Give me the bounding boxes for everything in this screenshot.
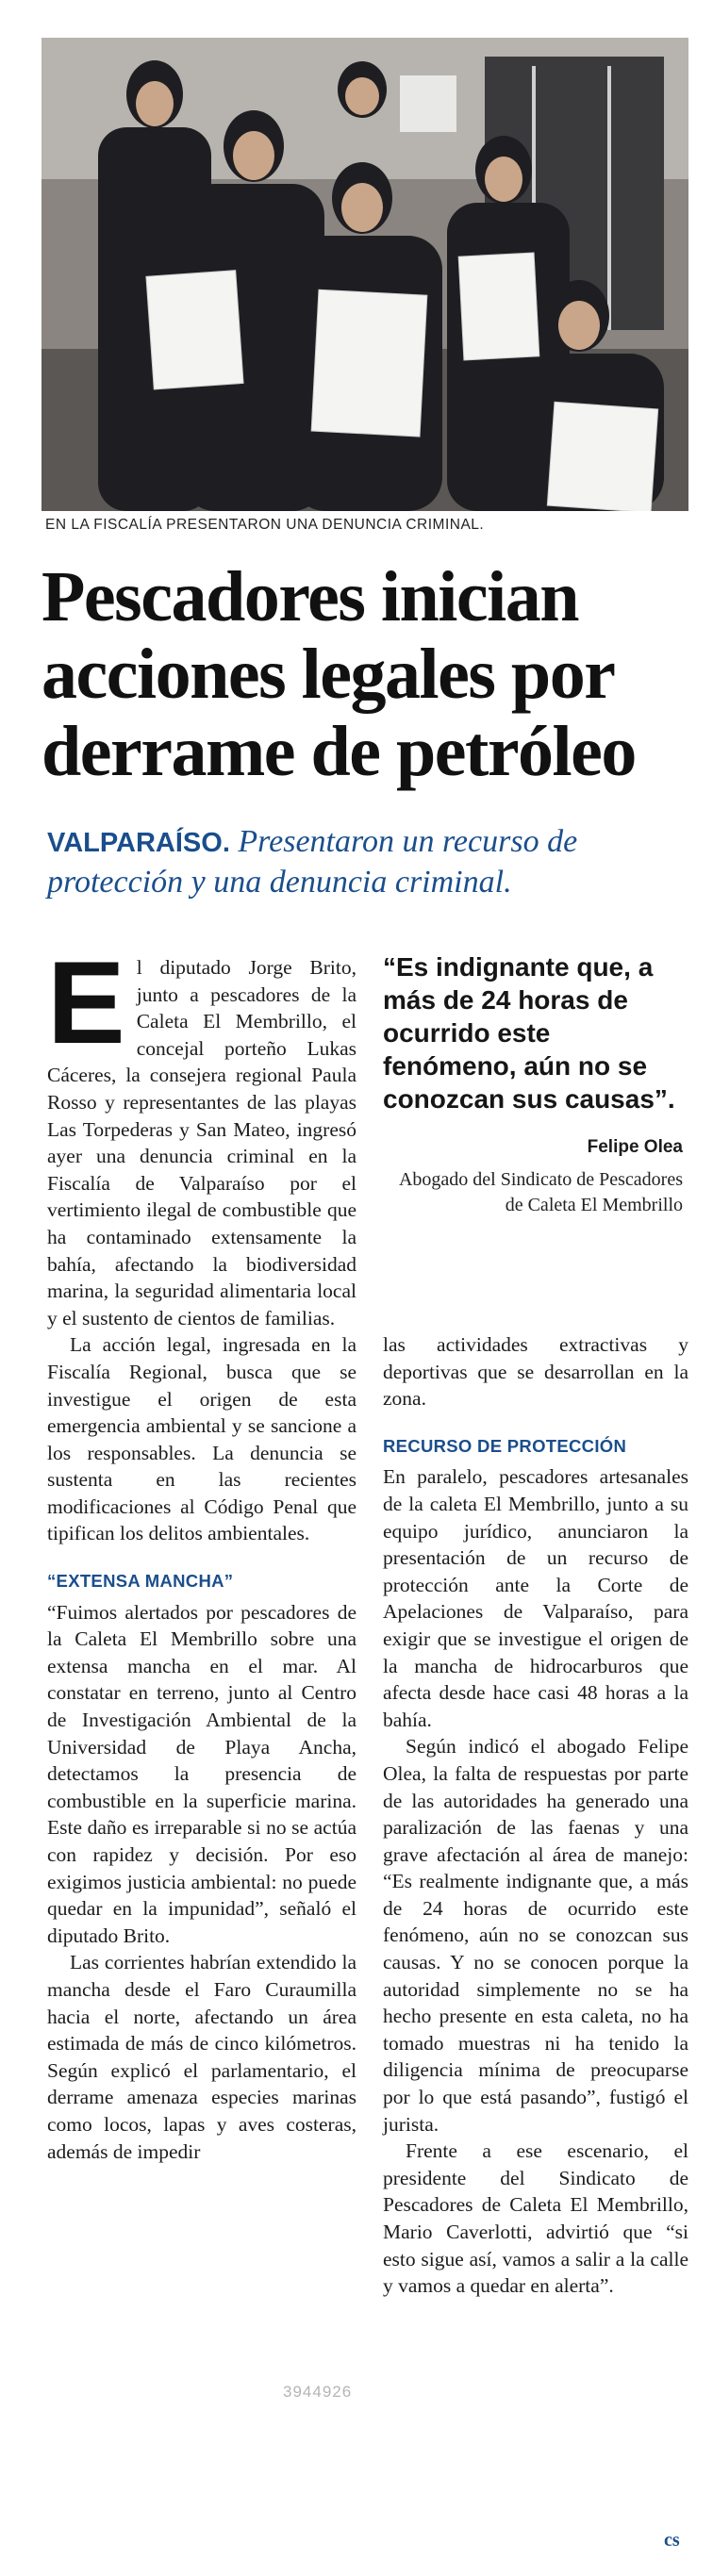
body-paragraph: “Fuimos alertados por pescadores de la Caleta El Membrillo sobre una extensa mancha en el mar. Al constatar en terreno, junto al Centro de Investigación Ambiental de la Universidad de Playa Ancha, detectamos la presencia de combustible en la superficie marina. Este daño es irreparable si no se actúa con rapidez y decisión. Por eso exigimos justicia ambiental: no puede quedar en la impunidad”, señaló el diputado Brito. — [47, 1600, 356, 1947]
body-paragraph: En paralelo, pescadores artesanales de la caleta El Membrillo, junto a su equipo jurídico, anunciaron la presentación de un recurso de protección ante la Corte de Apelaciones de Valparaíso, para exigir que se investigue el origen de la mancha de hidrocarburos que afecta desde hace casi 48 horas a la bahía. — [383, 1465, 688, 1731]
drop-cap: E — [47, 938, 125, 1068]
quote-attribution-role: Abogado del Sindicato de Pescadores de Caleta El Membrillo — [398, 1169, 683, 1215]
body-paragraph: La acción legal, ingresada en la Fiscalía Regional, busca que se investigue el origen de esta emergencia ambiental y se sancione a los responsables. La denuncia se sustenta en las recientes modificaciones al Código Penal que tipifican los delitos ambientales. — [47, 1333, 356, 1545]
deck-text: Presentaron un recurso de protección y una denuncia criminal. — [47, 824, 578, 900]
news-photo — [41, 38, 688, 511]
kicker-location: VALPARAÍSO. — [47, 828, 230, 858]
subhead-recurso-de-proteccion: RECURSO DE PROTECCIÓN — [383, 1435, 627, 1456]
headline: Pescadores inician acciones legales por derrame de petróleo — [41, 557, 636, 791]
watermark-id: 3944926 — [283, 2383, 353, 2401]
pull-quote: “Es indignante que, a más de 24 horas de ocurrido este fenómeno, aún no se conozcan sus causas”. — [383, 952, 675, 1114]
article-column-2 — [383, 1331, 688, 2300]
body-paragraph: l diputado Jorge Brito, junto a pescadores de la Caleta El Membrillo, el concejal porteño Lukas Cáceres, la consejera regional Paula Rosso y representantes de las playas Las Torpederas y San Mateo, ingresó ayer una denuncia criminal en la Fiscalía de Valparaíso por el vertimiento ilegal de combustible que ha contaminado extensamente la bahía, afectando la biodiversidad marina, la seguridad alimentaria local y el sustento de cientos de familias. — [47, 956, 356, 1329]
end-mark-icon: cs — [664, 2530, 680, 2551]
article-column-1 — [47, 938, 356, 2165]
quote-attribution-name: Felipe Olea — [587, 1137, 683, 1157]
deck — [47, 822, 688, 902]
body-paragraph: Las corrientes habrían extendido la mancha desde el Faro Curaumilla hacia el norte, afectando un área estimada de más de cinco kilómetros. Según explicó el parlamentario, el derrame amenaza especies marinas como locos, lapas y aves costeras, además de impedir — [47, 1951, 356, 2163]
photo-illustration — [41, 38, 688, 511]
photo-caption: EN LA FISCALÍA PRESENTARON UNA DENUNCIA CRIMINAL. — [45, 517, 485, 533]
body-paragraph: Según indicó el abogado Felipe Olea, la falta de respuestas por parte de las autoridades ha generado una paralización de las faenas y una grave afectación al área de manejo: “Es realmente indignante que, a más de 24 horas de ocurrido este fenómeno, aún no se conozcan sus causas. Y no se conocen porque la autoridad simplemente no se ha hecho presente en esta caleta, no ha tomado muestras ni ha tenido la diligencia mínima de preocuparse por lo que está pasando”, fustigó el jurista. — [383, 1735, 688, 2136]
body-paragraph: Frente a ese escenario, el presidente del Sindicato de Pescadores de Caleta El Membrillo, Mario Caverlotti, advirtió que “si esto sigue así, vamos a salir a la calle y vamos a quedar en alerta”. — [383, 2139, 688, 2298]
subhead-extensa-mancha: “EXTENSA MANCHA” — [47, 1571, 234, 1592]
body-paragraph: las actividades extractivas y deportivas que se desarrollan en la zona. — [383, 1333, 688, 1411]
